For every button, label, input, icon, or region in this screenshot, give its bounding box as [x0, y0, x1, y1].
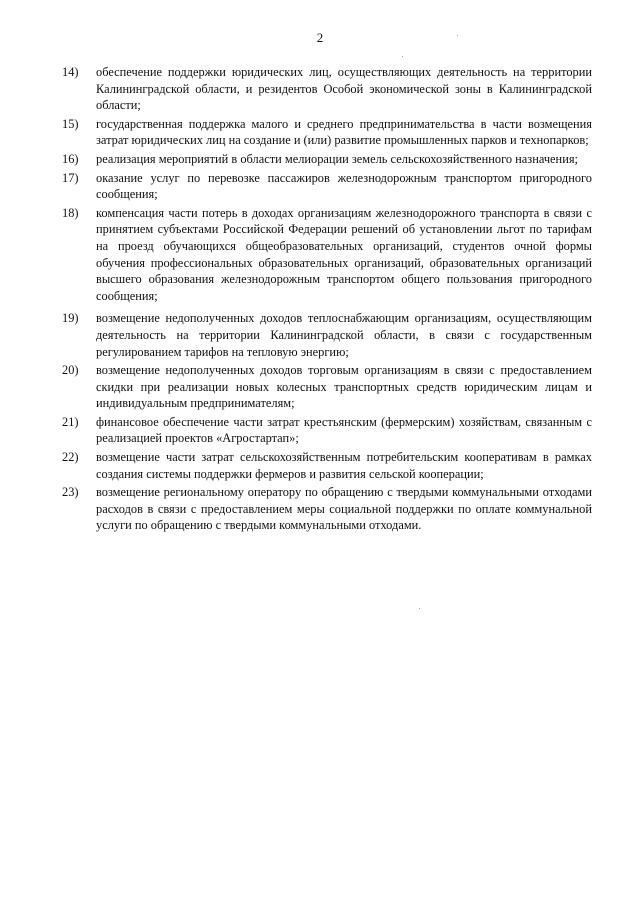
enumerated-list	[62, 64, 592, 536]
list-item	[62, 449, 592, 482]
list-item-text: оказание услуг по перевозке пассажиров железнодорожным транспортом пригородного сообщения;	[96, 170, 592, 202]
scan-speck	[457, 35, 458, 36]
list-item-text: возмещение региональному оператору по обращению с твердыми коммунальными отходами расходов в связи с предоставлением меры социальной поддержки по оплате коммунальной услуги по обращению с твердыми коммунальными отходами.	[96, 485, 592, 533]
list-item-number: 14)	[62, 65, 79, 79]
list-item	[62, 151, 592, 168]
list-item-number: 21)	[62, 414, 79, 429]
scan-speck	[402, 56, 403, 57]
scan-speck	[419, 608, 420, 609]
list-item	[62, 310, 592, 360]
list-item-text: возмещение недополученных доходов теплоснабжающим организациям, осуществляющим деятельность на территории Калининградской области, в связи с государственным регулированием тарифов на тепловую энергию;	[96, 311, 592, 359]
list-item-text: возмещение недополученных доходов торговым организациям в связи с предоставлением скидки при реализации новых колесных транспортных средств юридическим лицам и индивидуальным предпринимателям;	[96, 363, 592, 411]
list-item	[62, 414, 592, 447]
list-item-number: 20)	[62, 363, 79, 378]
list-item	[62, 116, 592, 149]
list-item-number: 19)	[62, 311, 79, 326]
list-item-number: 17)	[62, 170, 79, 185]
list-item	[62, 484, 592, 534]
list-item-number: 16)	[62, 151, 79, 166]
list-item-number: 15)	[62, 116, 79, 131]
list-item	[62, 170, 592, 203]
list-item-number: 23)	[62, 485, 79, 500]
page-number: 2	[316, 30, 324, 45]
list-item-text: компенсация части потерь в доходах организациям железнодорожного транспорта в связи с принятием субъектами Российской Федерации решений об установлении льгот по тарифам на проезд обучающихся общеобразовательных организаций, студентов очной формы обучения профессиональных образовательных организаций, образовательных организаций высшего образования железнодорожным транспортом общего пользования пригородного сообщения;	[96, 205, 592, 303]
list-item-text: обеспечение поддержки юридических лиц, осуществляющих деятельность на территории Калининградской области, и резидентов Особой экономической зоны в Калининградской области;	[96, 65, 592, 113]
list-item-number: 18)	[62, 205, 79, 220]
list-item-text: реализация мероприятий в области мелиорации земель сельскохозяйственного назначения;	[96, 151, 578, 166]
list-item	[62, 64, 592, 114]
list-item-number: 22)	[62, 450, 79, 465]
list-item-text: финансовое обеспечение части затрат крестьянским (фермерским) хозяйствам, связанным с реализацией проектов «Агростартап»;	[96, 414, 592, 446]
list-item-text: возмещение части затрат сельскохозяйственным потребительским кооперативам в рамках создания системы поддержки фермеров и развития сельской кооперации;	[96, 450, 592, 481]
list-item	[62, 205, 592, 305]
list-item	[62, 362, 592, 412]
list-item-text: государственная поддержка малого и среднего предпринимательства в части возмещения затрат юридических лиц на создание и (или) развитие промышленных парков и технопарков;	[96, 116, 592, 148]
